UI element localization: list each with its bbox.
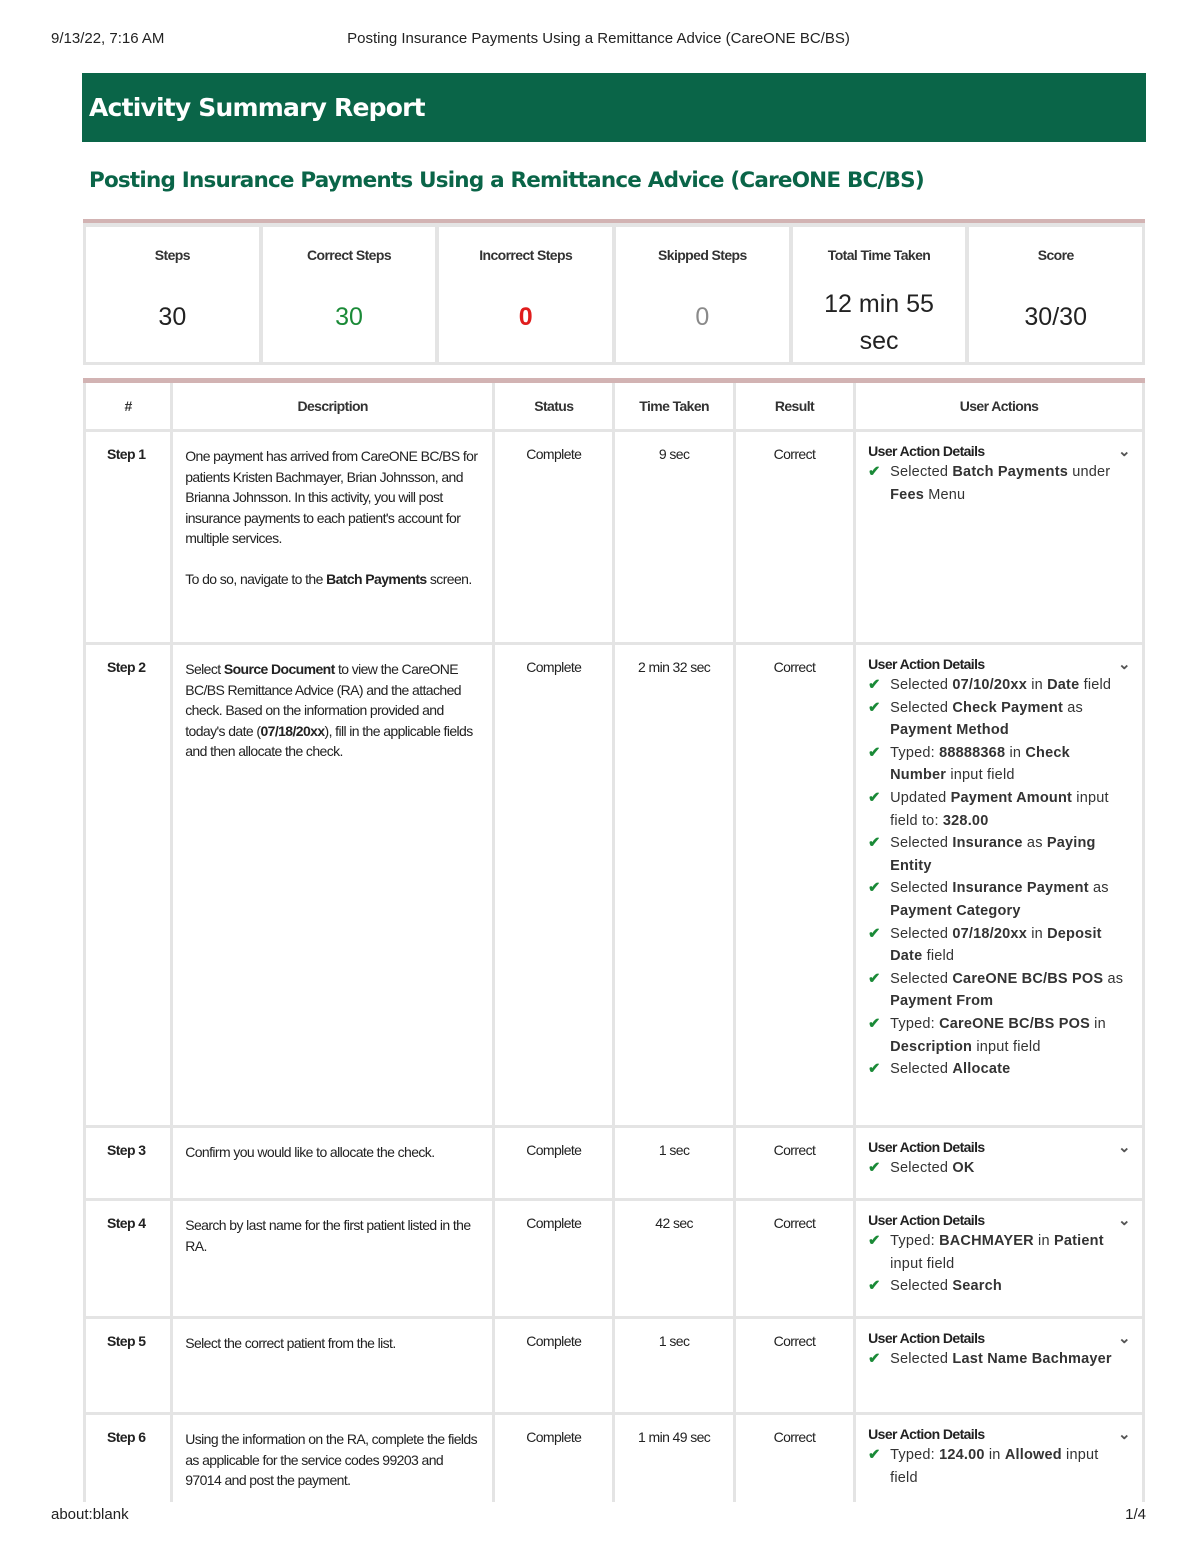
user-action-item: [868, 461, 1130, 506]
action-text: in: [1089, 1015, 1106, 1032]
step-result: Correct: [736, 1201, 853, 1316]
action-emphasis: 328.00: [942, 812, 989, 829]
user-action-item: [868, 1058, 1130, 1081]
user-action-list: [868, 674, 1130, 1081]
action-text: Selected: [890, 970, 953, 987]
description-text: To do so, navigate to the: [185, 570, 327, 587]
user-action-details-label: User Action Details: [868, 1426, 985, 1442]
action-emphasis: CareONE BC/BS POS: [939, 1015, 1090, 1032]
summary-steps: [86, 227, 259, 362]
action-emphasis: Deposit Date: [890, 925, 1102, 965]
col-header: Time Taken: [615, 383, 732, 429]
description-text: Using the information on the RA, complete the fields as applicable for the service codes 99203 and 97014 and post the payment.: [185, 1431, 477, 1489]
user-action-details-label: User Action Details: [868, 656, 985, 672]
col-header: Status: [495, 383, 612, 429]
action-text: in: [1026, 677, 1048, 693]
summary-panel: [83, 219, 1145, 365]
action-text: Selected: [890, 1160, 953, 1176]
step-number: Step 3: [86, 1128, 170, 1198]
user-action-item: [868, 832, 1130, 877]
step-status: Complete: [495, 1128, 612, 1198]
action-text: input field: [890, 1255, 955, 1272]
checkmark-icon: ✔: [868, 464, 881, 480]
action-emphasis: Insurance: [952, 835, 1023, 852]
user-action-item: [868, 674, 1130, 697]
action-emphasis: Check Number: [890, 744, 1070, 784]
user-action-item: [868, 1275, 1130, 1298]
step-description: [173, 1319, 492, 1412]
action-emphasis: Payment Method: [890, 722, 1009, 739]
action-emphasis: Description: [890, 1038, 973, 1055]
col-header: User Actions: [856, 383, 1142, 429]
user-action-details-toggle[interactable]: [868, 1330, 1130, 1346]
action-text: Menu: [923, 486, 966, 503]
step-number: Step 1: [86, 432, 170, 642]
summary-skipped: [616, 227, 789, 362]
table-row: [86, 432, 1142, 642]
user-action-item: [868, 877, 1130, 922]
checkmark-icon: ✔: [868, 699, 881, 716]
description-text: One payment has arrived from CareONE BC/BS for patients Kristen Bachmayer, Brian Johnsson, and Brianna Johnsson. In this activity, you will post insurance payments to each patient's account for multiple services.: [185, 448, 478, 547]
checkmark-icon: ✔: [868, 1351, 881, 1367]
checkmark-icon: ✔: [868, 1160, 881, 1176]
steps-table: [83, 380, 1145, 1502]
chevron-down-icon: ⌄: [1118, 443, 1130, 460]
action-text: in: [1005, 744, 1026, 761]
step-description: [173, 1201, 492, 1316]
action-emphasis: Payment Amount: [950, 789, 1073, 806]
action-emphasis: 124.00: [939, 1447, 985, 1463]
checkmark-icon: ✔: [868, 677, 881, 693]
checkmark-icon: ✔: [868, 1233, 881, 1249]
step-description: [173, 432, 492, 642]
user-action-list: [868, 1157, 1130, 1180]
action-emphasis: Fees: [890, 486, 924, 503]
print-header: [51, 30, 1146, 50]
summary-value: 30: [335, 303, 363, 331]
user-actions: [856, 645, 1142, 1125]
action-emphasis: Allocate: [952, 1061, 1011, 1078]
chevron-down-icon: ⌄: [1118, 656, 1130, 673]
user-actions: [856, 1128, 1142, 1198]
action-text: Typed:: [890, 1233, 940, 1249]
action-emphasis: CareONE BC/BS POS: [952, 970, 1104, 987]
action-text: Selected: [890, 677, 953, 693]
step-result: Correct: [736, 645, 853, 1125]
user-actions: [856, 1319, 1142, 1412]
user-action-list: [868, 1230, 1130, 1298]
user-actions: [856, 432, 1142, 642]
description-text: Select: [185, 661, 224, 677]
action-emphasis: Search: [952, 1278, 1002, 1295]
action-text: field: [1079, 677, 1112, 693]
summary-correct: [263, 227, 436, 362]
table-row: [86, 1128, 1142, 1198]
step-time: 42 sec: [615, 1201, 732, 1316]
checkmark-icon: ✔: [868, 880, 881, 897]
description-text: Select the correct patient from the list.: [185, 1335, 396, 1351]
col-header: #: [86, 383, 170, 429]
checkmark-icon: ✔: [868, 1061, 881, 1078]
action-text: input field: [972, 1038, 1041, 1055]
action-text: Selected: [890, 925, 953, 942]
step-time: 2 min 32 sec: [615, 645, 732, 1125]
print-title: Posting Insurance Payments Using a Remittance Advice (CareONE BC/BS): [347, 30, 850, 47]
user-action-details-label: User Action Details: [868, 1139, 985, 1155]
user-action-item: [868, 1348, 1130, 1371]
user-actions: [856, 1415, 1142, 1502]
step-result: Correct: [736, 432, 853, 642]
user-action-item: [868, 1444, 1130, 1489]
action-emphasis: 07/10/20xx: [952, 677, 1027, 693]
step-description: [173, 1415, 492, 1502]
step-status: Complete: [495, 1415, 612, 1502]
user-action-details-label: User Action Details: [868, 1212, 985, 1228]
user-action-list: [868, 1348, 1130, 1371]
checkmark-icon: ✔: [868, 1447, 881, 1463]
action-emphasis: Paying Entity: [890, 835, 1096, 874]
action-emphasis: Insurance Payment: [952, 880, 1089, 897]
action-text: Typed:: [890, 1447, 940, 1463]
summary-label: Incorrect Steps: [479, 247, 573, 263]
summary-label: Skipped Steps: [658, 247, 747, 263]
step-result: Correct: [736, 1415, 853, 1502]
action-emphasis: OK: [952, 1160, 975, 1176]
user-action-details-toggle[interactable]: [868, 656, 1130, 672]
checkmark-icon: ✔: [868, 970, 881, 987]
user-action-details-label: User Action Details: [868, 1330, 985, 1346]
print-url: about:blank: [51, 1506, 129, 1523]
action-emphasis: Payment Category: [890, 902, 1021, 919]
user-action-item: [868, 923, 1130, 968]
step-status: Complete: [495, 1201, 612, 1316]
summary-value: 0: [518, 303, 533, 331]
step-time: 1 sec: [615, 1319, 732, 1412]
action-emphasis: Payment From: [890, 993, 994, 1010]
checkmark-icon: ✔: [868, 1278, 881, 1295]
report-banner: Activity Summary Report: [82, 73, 1146, 142]
action-text: under: [1068, 464, 1111, 480]
action-text: as: [1103, 970, 1124, 987]
user-action-item: [868, 697, 1130, 742]
action-text: Selected: [890, 835, 953, 852]
description-text: ), fill in the applicable fields and then allocate the check.: [185, 722, 473, 760]
action-text: as: [1022, 835, 1047, 852]
summary-score: [969, 227, 1142, 362]
print-footer: [51, 1506, 1146, 1526]
action-text: as: [1062, 699, 1083, 716]
description-text: Search by last name for the first patient listed in the RA.: [185, 1217, 471, 1254]
summary-label: Steps: [154, 247, 190, 263]
action-text: Typed:: [890, 1015, 940, 1032]
step-result: Correct: [736, 1319, 853, 1412]
user-action-item: [868, 1013, 1130, 1058]
chevron-down-icon: ⌄: [1118, 1139, 1130, 1156]
table-row: [86, 1201, 1142, 1316]
action-emphasis: Patient: [1053, 1233, 1104, 1249]
print-date: 9/13/22, 7:16 AM: [51, 30, 165, 47]
action-text: Selected: [890, 699, 953, 716]
step-number: Step 4: [86, 1201, 170, 1316]
action-emphasis: Check Payment: [952, 699, 1063, 716]
action-emphasis: Last Name Bachmayer: [952, 1351, 1112, 1367]
user-action-details-toggle[interactable]: [868, 1212, 1130, 1228]
description-emphasis: Source Document: [223, 661, 335, 677]
action-text: input field: [946, 767, 1015, 784]
user-action-details-label: User Action Details: [868, 443, 985, 459]
action-emphasis: 07/18/20xx: [952, 925, 1027, 942]
action-text: input field: [890, 1447, 1099, 1486]
description-text: to view the CareONE BC/BS Remittance Advice (RA) and the attached check. Based on the information provided and today's date (: [185, 661, 461, 739]
page-number: 1/4: [1125, 1506, 1146, 1523]
action-text: in: [1033, 1233, 1054, 1249]
step-number: Step 5: [86, 1319, 170, 1412]
activity-title: Posting Insurance Payments Using a Remittance Advice (CareONE BC/BS): [89, 168, 924, 193]
col-header: Description: [173, 383, 492, 429]
checkmark-icon: ✔: [868, 744, 881, 761]
user-actions: [856, 1201, 1142, 1316]
action-text: input field to:: [890, 789, 1109, 829]
user-action-details-toggle[interactable]: [868, 1139, 1130, 1155]
checkmark-icon: ✔: [868, 789, 881, 806]
step-description: [173, 645, 492, 1125]
steps-table-container: [83, 378, 1145, 1502]
action-emphasis: Batch Payments: [952, 464, 1069, 480]
step-result: Correct: [736, 1128, 853, 1198]
summary-value: 0: [695, 303, 710, 331]
checkmark-icon: ✔: [868, 835, 881, 852]
chevron-down-icon: ⌄: [1118, 1212, 1130, 1229]
chevron-down-icon: ⌄: [1118, 1330, 1130, 1347]
step-time: 1 min 49 sec: [615, 1415, 732, 1502]
user-action-details-toggle[interactable]: [868, 1426, 1130, 1442]
description-text: screen.: [426, 570, 472, 587]
action-text: in: [984, 1447, 1005, 1463]
action-emphasis: BACHMAYER: [939, 1233, 1034, 1249]
action-text: field: [922, 948, 955, 965]
summary-label: Total Time Taken: [827, 247, 931, 263]
summary-label: Correct Steps: [307, 247, 392, 263]
summary-value: 30: [158, 303, 187, 331]
table-header-row: [86, 383, 1142, 429]
summary-time: [793, 227, 966, 362]
summary-incorrect: [439, 227, 612, 362]
checkmark-icon: ✔: [868, 925, 881, 942]
user-action-list: [868, 1444, 1130, 1489]
table-row: [86, 645, 1142, 1125]
col-header: Result: [736, 383, 853, 429]
step-number: Step 2: [86, 645, 170, 1125]
summary-value: 30/30: [1024, 303, 1087, 331]
step-status: Complete: [495, 432, 612, 642]
action-text: in: [1026, 925, 1048, 942]
step-status: Complete: [495, 1319, 612, 1412]
user-action-item: [868, 742, 1130, 787]
table-row: [86, 1319, 1142, 1412]
user-action-list: [868, 461, 1130, 506]
action-emphasis: Allowed: [1004, 1447, 1062, 1463]
action-text: Selected: [890, 1061, 953, 1078]
description-text: Confirm you would like to allocate the check.: [185, 1144, 435, 1160]
table-row: [86, 1415, 1142, 1502]
action-text: Selected: [890, 1351, 953, 1367]
action-emphasis: 88888368: [939, 744, 1006, 761]
action-text: Selected: [890, 464, 953, 480]
step-time: 9 sec: [615, 432, 732, 642]
description-emphasis: Batch Payments: [326, 570, 427, 587]
action-text: Selected: [890, 880, 953, 897]
description-paragraph: [185, 569, 480, 590]
step-status: Complete: [495, 645, 612, 1125]
step-description: [173, 1128, 492, 1198]
action-emphasis: Date: [1047, 677, 1080, 693]
description-emphasis: 07/18/20xx: [260, 722, 325, 739]
checkmark-icon: ✔: [868, 1015, 881, 1032]
user-action-details-toggle[interactable]: [868, 443, 1130, 459]
user-action-item: [868, 968, 1130, 1013]
step-number: Step 6: [86, 1415, 170, 1502]
user-action-item: [868, 1230, 1130, 1275]
action-text: Typed:: [890, 744, 940, 761]
action-text: as: [1088, 880, 1109, 897]
user-action-item: [868, 1157, 1130, 1180]
user-action-item: [868, 787, 1130, 832]
action-text: Selected: [890, 1278, 953, 1295]
chevron-down-icon: ⌄: [1118, 1426, 1130, 1443]
step-time: 1 sec: [615, 1128, 732, 1198]
summary-value: 12 min 55 sec: [824, 290, 934, 355]
action-text: Updated: [890, 789, 951, 806]
summary-label: Score: [1037, 247, 1074, 263]
